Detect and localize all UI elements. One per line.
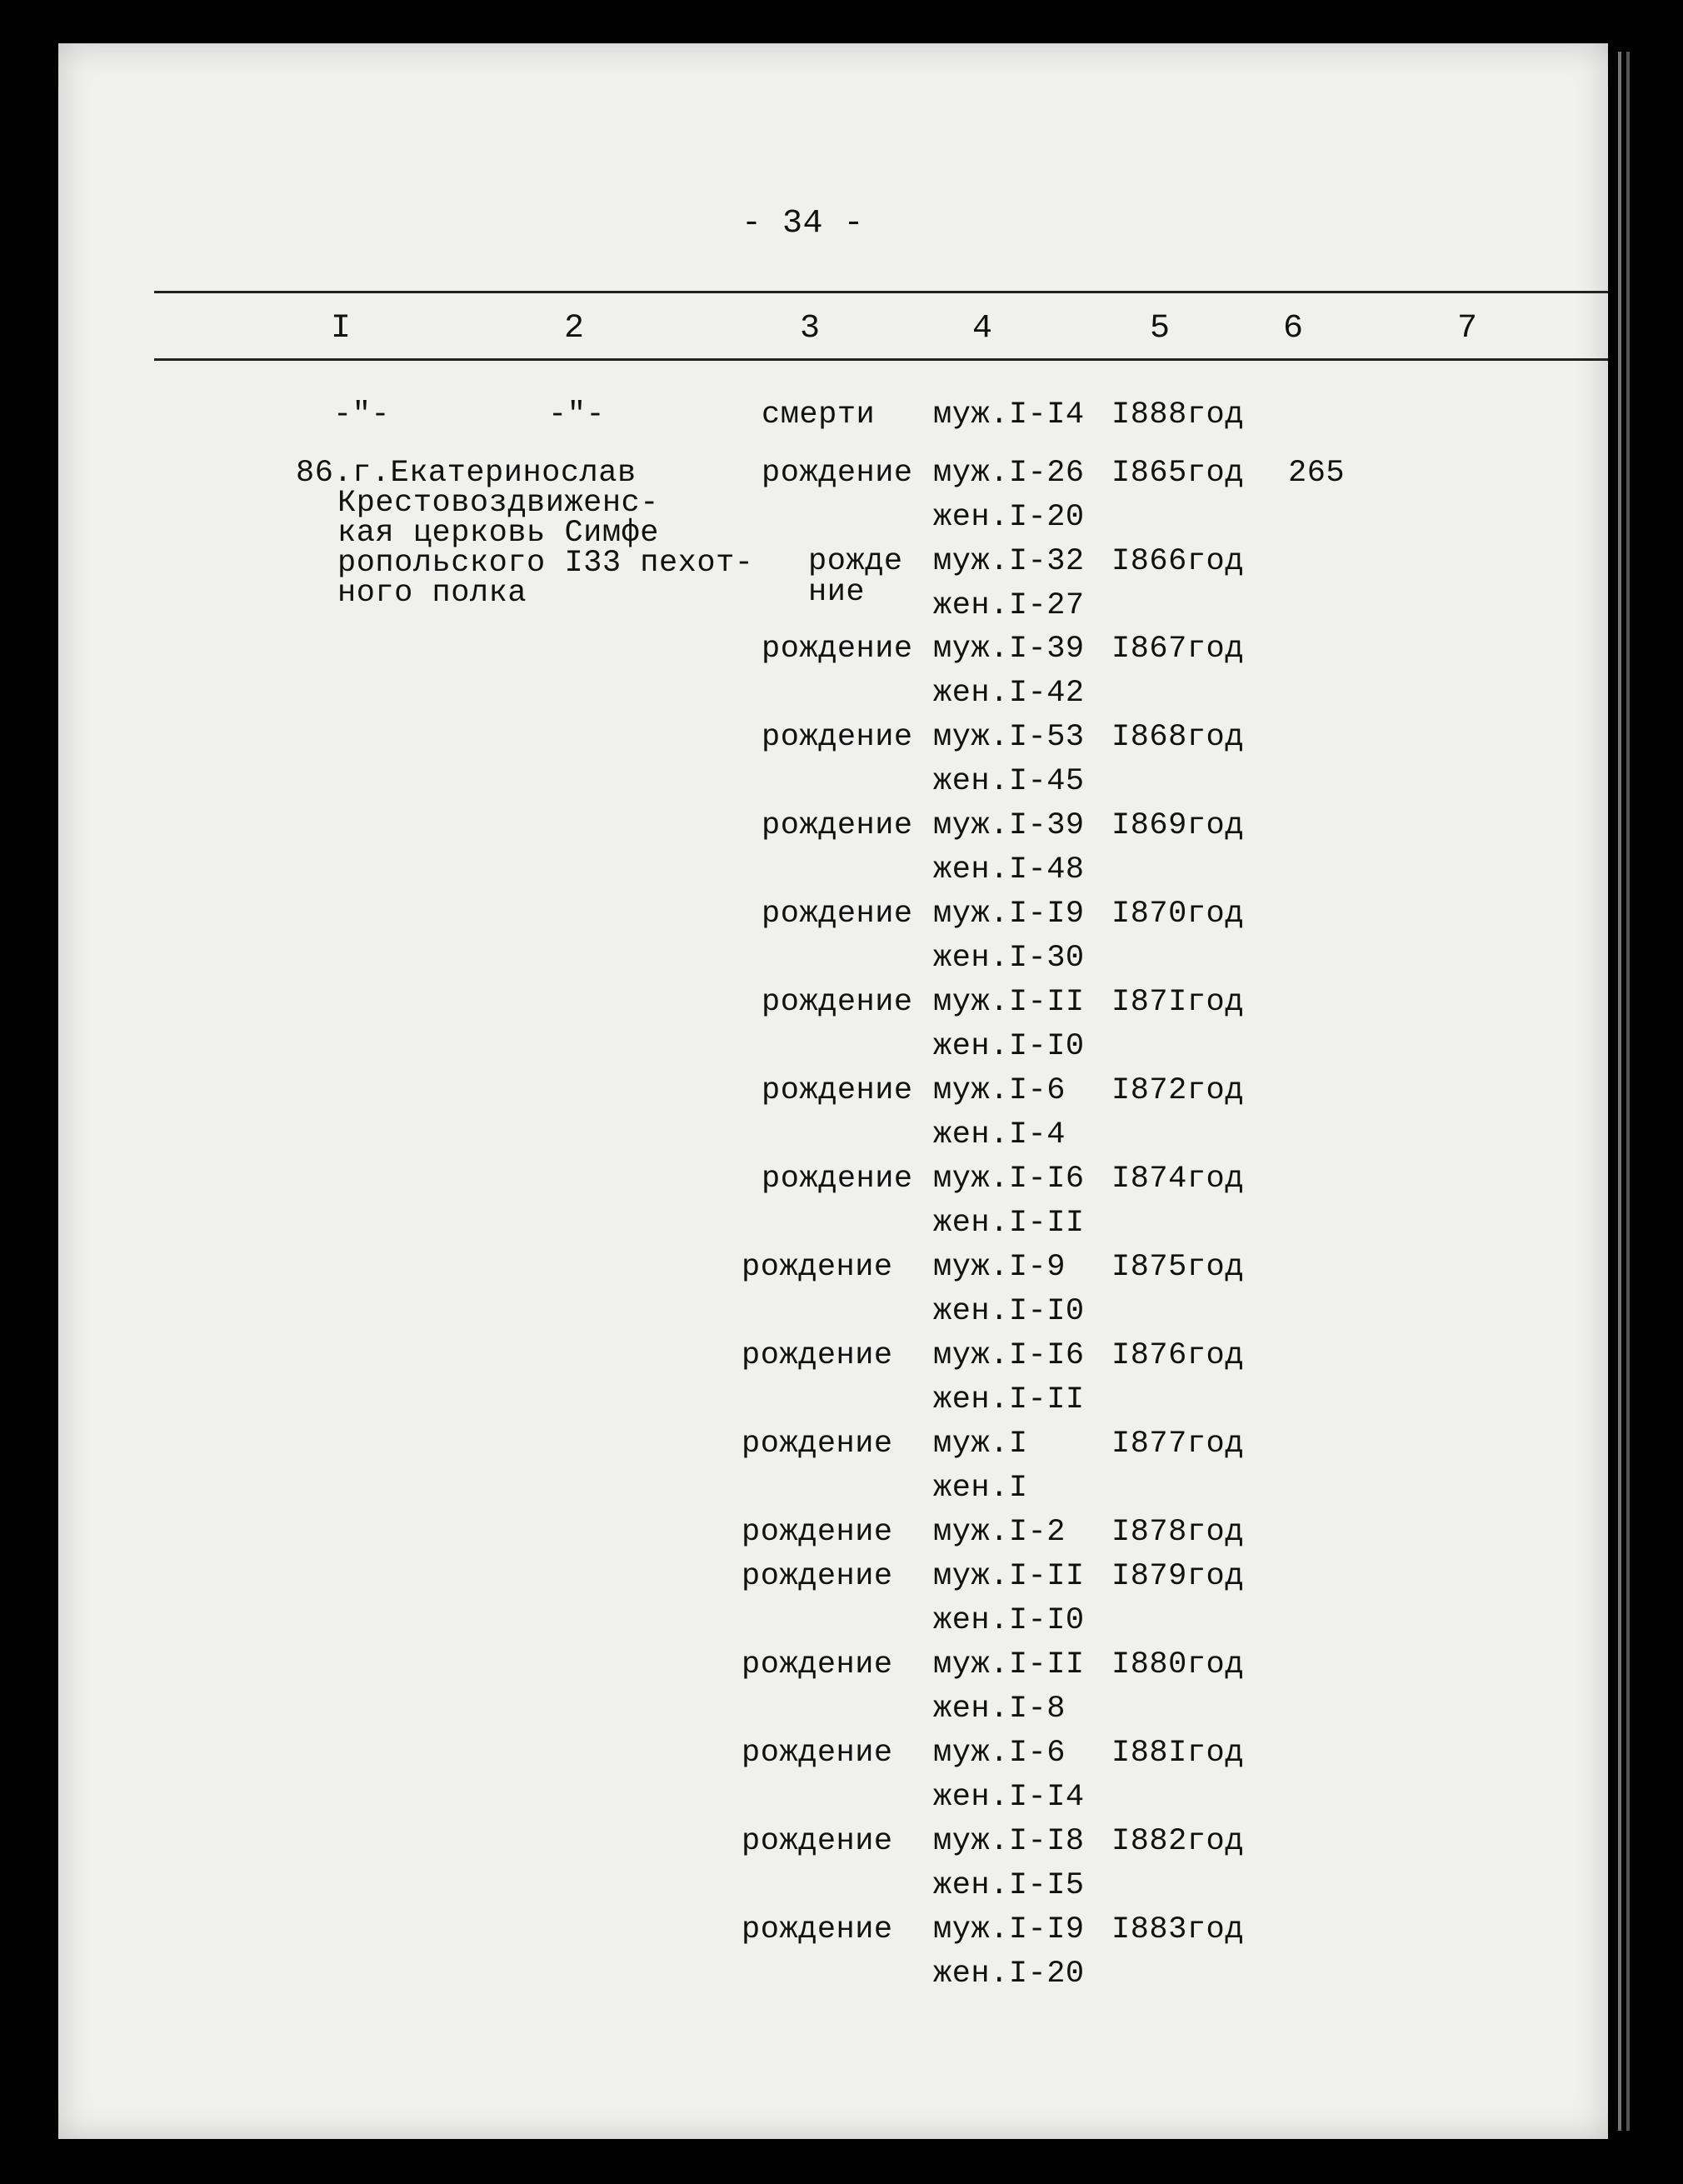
female-count: жен.I-8 — [933, 1692, 1066, 1727]
year: I872год — [1111, 1073, 1244, 1108]
female-count: жен.I-20 — [933, 500, 1085, 535]
female-count: жен.I-4 — [933, 1117, 1066, 1152]
female-count: жен.I-48 — [933, 852, 1085, 887]
ditto-mark: -"- — [333, 397, 391, 432]
event-type: рождение — [762, 808, 913, 843]
archive-number: 265 — [1288, 456, 1346, 491]
female-count: жен.I-27 — [933, 588, 1085, 623]
ditto-mark: -"- — [548, 397, 606, 432]
event-type: рождение — [762, 897, 913, 932]
event-type: рождение — [742, 1250, 893, 1285]
event-type: рождение — [742, 1824, 893, 1859]
event-type: рождение — [742, 1338, 893, 1373]
year: I882год — [1111, 1824, 1244, 1859]
event-type: рождение — [762, 720, 913, 755]
female-count: жен.I-20 — [933, 1957, 1085, 1992]
header-rule-top — [154, 291, 1608, 293]
female-count: жен.I-I4 — [933, 1780, 1085, 1815]
male-count: муж.I-32 — [933, 544, 1085, 579]
year: I878год — [1111, 1515, 1244, 1550]
church-line: кая церковь Симфе — [337, 516, 659, 551]
column-header-3: 3 — [800, 310, 821, 347]
column-header-7: 7 — [1457, 310, 1478, 347]
church-line: ного полка — [337, 576, 527, 611]
male-count: муж.I-I9 — [933, 897, 1085, 932]
year: I874год — [1111, 1162, 1244, 1197]
year: I869год — [1111, 808, 1244, 843]
male-count: муж.I-I9 — [933, 1912, 1085, 1947]
male-count: муж.I-I8 — [933, 1824, 1085, 1859]
year: I867год — [1111, 632, 1244, 667]
year: I877год — [1111, 1427, 1244, 1462]
event-type: рождение — [762, 456, 913, 491]
event-type: рождение — [742, 1912, 893, 1947]
female-count: жен.I-I0 — [933, 1294, 1085, 1329]
event-type: рождение — [762, 1162, 913, 1197]
column-header-2: 2 — [564, 310, 585, 347]
record-number-place: 86.г.Екатеринослав — [296, 456, 637, 491]
male-count: муж.I-II — [933, 1559, 1085, 1594]
column-header-6: 6 — [1283, 310, 1304, 347]
female-count: жен.I-II — [933, 1382, 1085, 1417]
page-number: - 34 - — [742, 205, 865, 242]
male-count: муж.I-II — [933, 985, 1085, 1020]
event-type: рождение — [762, 632, 913, 667]
male-count: муж.I — [933, 1427, 1028, 1462]
male-count: муж.I-II — [933, 1647, 1085, 1682]
male-count: муж.I-39 — [933, 808, 1085, 843]
event-type: рождение — [742, 1647, 893, 1682]
year: I865год — [1111, 456, 1244, 491]
female-count: жен.I-42 — [933, 676, 1085, 711]
column-header-4: 4 — [972, 310, 993, 347]
year: I866год — [1111, 544, 1244, 579]
male-count: муж.I-I4 — [933, 397, 1085, 432]
event-type: рождение — [742, 1515, 893, 1550]
event-type: смерти — [762, 397, 876, 432]
year: I868год — [1111, 720, 1244, 755]
event-type: рожде ние — [808, 544, 903, 610]
female-count: жен.I-I0 — [933, 1029, 1085, 1064]
year: I879год — [1111, 1559, 1244, 1594]
event-type: рождение — [742, 1427, 893, 1462]
female-count: жен.I-II — [933, 1206, 1085, 1241]
female-count: жен.I-45 — [933, 764, 1085, 799]
year: I87Iгод — [1111, 985, 1244, 1020]
female-count: жен.I-I0 — [933, 1603, 1085, 1638]
year: I876год — [1111, 1338, 1244, 1373]
church-line: Крестовоздвиженс- — [337, 486, 659, 521]
male-count: муж.I-2 — [933, 1515, 1066, 1550]
event-type: рождение — [762, 985, 913, 1020]
male-count: муж.I-26 — [933, 456, 1085, 491]
page-stack-edge — [1626, 52, 1630, 2131]
event-type: рождение — [742, 1559, 893, 1594]
event-type: рождение — [762, 1073, 913, 1108]
female-count: жен.I-I5 — [933, 1868, 1085, 1903]
event-type: рождение — [742, 1736, 893, 1771]
document-page — [58, 43, 1608, 2139]
male-count: муж.I-I6 — [933, 1338, 1085, 1373]
page-stack-edge — [1618, 52, 1621, 2131]
church-line: ропольского I33 пехот- — [337, 546, 754, 581]
year: I880год — [1111, 1647, 1244, 1682]
female-count: жен.I — [933, 1471, 1028, 1506]
year: I883год — [1111, 1912, 1244, 1947]
male-count: муж.I-I6 — [933, 1162, 1085, 1197]
year: I875год — [1111, 1250, 1244, 1285]
year: I88Iгод — [1111, 1736, 1244, 1771]
male-count: муж.I-53 — [933, 720, 1085, 755]
male-count: муж.I-6 — [933, 1736, 1066, 1771]
male-count: муж.I-9 — [933, 1250, 1066, 1285]
male-count: муж.I-6 — [933, 1073, 1066, 1108]
year: I888год — [1111, 397, 1244, 432]
female-count: жен.I-30 — [933, 941, 1085, 976]
column-header-1: I — [331, 310, 352, 347]
column-header-5: 5 — [1150, 310, 1171, 347]
year: I870год — [1111, 897, 1244, 932]
male-count: муж.I-39 — [933, 632, 1085, 667]
header-rule-bottom — [154, 358, 1608, 361]
